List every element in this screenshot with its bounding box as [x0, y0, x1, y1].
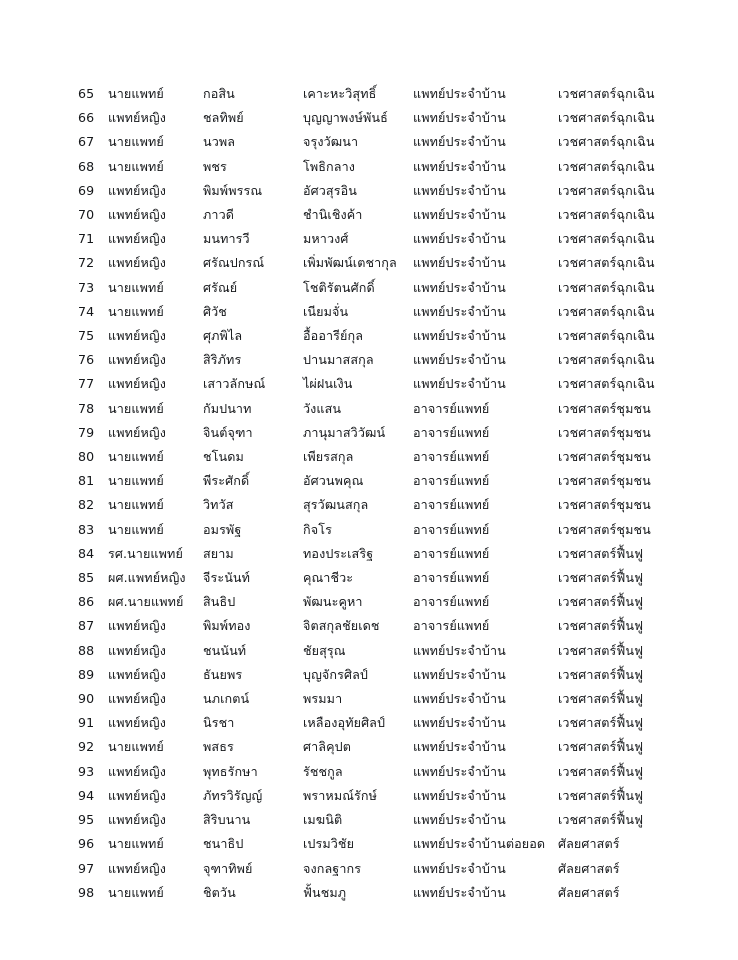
- row-last-name: พราหมณ์รักษ์: [303, 787, 378, 803]
- row-first-name: ศรัณย์: [203, 279, 238, 295]
- row-number: 98: [78, 884, 95, 900]
- row-first-name: ชลทิพย์: [203, 110, 244, 126]
- row-field: เวชศาสตร์ฉุกเฉิน: [558, 352, 655, 368]
- row-last-name: ฟั้นชมภู: [303, 884, 347, 900]
- table-row: [78, 106, 668, 130]
- row-field: เวชศาสตร์ฟื้นฟู: [558, 715, 644, 731]
- row-number: 95: [78, 812, 95, 828]
- row-position: แพทย์ประจำบ้าน: [413, 303, 506, 319]
- table-row: [78, 663, 668, 687]
- row-number: 76: [78, 352, 95, 368]
- row-title: นายแพทย์: [108, 521, 164, 537]
- row-first-name: สิริภัทร: [203, 352, 242, 368]
- row-last-name: พัฒนะคูหา: [303, 594, 363, 610]
- row-number: 67: [78, 134, 95, 150]
- row-field: เวชศาสตร์ชุมชน: [558, 424, 651, 440]
- row-first-name: ศิวัช: [203, 303, 227, 319]
- row-title: นายแพทย์: [108, 473, 164, 489]
- row-number: 90: [78, 691, 95, 707]
- table-row: [78, 203, 668, 227]
- row-title: แพทย์หญิง: [108, 860, 166, 876]
- table-row: [78, 493, 668, 517]
- table-row: [78, 397, 668, 421]
- row-field: เวชศาสตร์ฉุกเฉิน: [558, 328, 655, 344]
- row-first-name: พสธร: [203, 739, 234, 755]
- row-field: เวชศาสตร์ชุมชน: [558, 497, 651, 513]
- table-row: [78, 639, 668, 663]
- row-position: แพทย์ประจำบ้าน: [413, 860, 506, 876]
- row-title: แพทย์หญิง: [108, 352, 166, 368]
- row-field: เวชศาสตร์ฉุกเฉิน: [558, 86, 655, 101]
- row-position: แพทย์ประจำบ้าน: [413, 787, 506, 803]
- table-row: [78, 276, 668, 300]
- row-field: เวชศาสตร์ฟื้นฟู: [558, 642, 644, 658]
- row-last-name: เพียรสกุล: [303, 449, 354, 465]
- row-position: แพทย์ประจำบ้าน: [413, 691, 506, 707]
- row-field: เวชศาสตร์ฟื้นฟู: [558, 666, 644, 682]
- row-last-name: จรุงวัฒนา: [303, 134, 359, 150]
- row-field: เวชศาสตร์ฉุกเฉิน: [558, 207, 655, 223]
- row-position: อาจารย์แพทย์: [413, 497, 490, 513]
- row-first-name: ศุภพิไล: [203, 328, 243, 344]
- row-title: แพทย์หญิง: [108, 328, 166, 344]
- row-title: แพทย์หญิง: [108, 424, 166, 440]
- table-row: [78, 542, 668, 566]
- row-field: ศัลยศาสตร์: [558, 860, 620, 876]
- row-number: 81: [78, 473, 95, 489]
- row-number: 79: [78, 424, 95, 440]
- row-number: 85: [78, 570, 95, 586]
- row-title: แพทย์หญิง: [108, 787, 166, 803]
- row-title: นายแพทย์: [108, 884, 164, 900]
- row-field: เวชศาสตร์ฟื้นฟู: [558, 545, 644, 561]
- row-last-name: ทองประเสริฐ: [303, 545, 374, 561]
- row-title: นายแพทย์: [108, 739, 164, 755]
- table-row: [78, 348, 668, 372]
- row-position: แพทย์ประจำบ้าน: [413, 739, 506, 755]
- row-field: ศัลยศาสตร์: [558, 836, 620, 852]
- row-position: แพทย์ประจำบ้าน: [413, 642, 506, 658]
- row-number: 88: [78, 642, 95, 658]
- row-first-name: พีระศักดิ์: [203, 473, 250, 489]
- row-first-name: พิมพ์พรรณ: [203, 182, 263, 198]
- row-last-name: อัศวนพคุณ: [303, 473, 364, 489]
- row-field: เวชศาสตร์ฟื้นฟู: [558, 739, 644, 755]
- row-position: แพทย์ประจำบ้าน: [413, 158, 506, 174]
- row-field: เวชศาสตร์ฉุกเฉิน: [558, 303, 655, 319]
- row-number: 70: [78, 207, 95, 223]
- row-number: 69: [78, 182, 95, 198]
- row-title: นายแพทย์: [108, 400, 164, 416]
- row-title: แพทย์หญิง: [108, 666, 166, 682]
- row-number: 83: [78, 521, 95, 537]
- row-title: ผศ.นายแพทย์: [108, 594, 184, 610]
- row-first-name: นิรชา: [203, 715, 235, 731]
- row-first-name: ธันยพร: [203, 666, 243, 682]
- row-title: แพทย์หญิง: [108, 231, 166, 247]
- row-title: นายแพทย์: [108, 158, 164, 174]
- row-position: แพทย์ประจำบ้านต่อยอด: [413, 836, 546, 852]
- table-row: [78, 566, 668, 590]
- row-field: เวชศาสตร์ฟื้นฟู: [558, 812, 644, 828]
- roster-table: [78, 82, 668, 905]
- row-first-name: สินธิป: [203, 594, 236, 610]
- row-title: แพทย์หญิง: [108, 110, 166, 126]
- row-field: เวชศาสตร์ชุมชน: [558, 400, 651, 416]
- row-last-name: ศาลิคุปต: [303, 739, 351, 755]
- row-last-name: จงกลฐากร: [303, 860, 362, 876]
- row-title: แพทย์หญิง: [108, 207, 166, 223]
- table-row: [78, 372, 668, 396]
- table-row: [78, 82, 668, 106]
- row-position: อาจารย์แพทย์: [413, 424, 490, 440]
- table-row: [78, 227, 668, 251]
- row-title: นายแพทย์: [108, 449, 164, 465]
- row-number: 82: [78, 497, 95, 513]
- row-field: เวชศาสตร์ฉุกเฉิน: [558, 231, 655, 247]
- row-last-name: บุญญาพงษ์พันธ์: [303, 110, 388, 126]
- row-field: เวชศาสตร์ฟื้นฟู: [558, 763, 644, 779]
- row-last-name: วังแสน: [303, 400, 342, 416]
- row-field: เวชศาสตร์ฉุกเฉิน: [558, 279, 655, 295]
- roster-table-body: [78, 82, 668, 905]
- row-last-name: มหาวงศ์: [303, 231, 349, 247]
- row-last-name: อื้ออารีย์กุล: [303, 328, 364, 344]
- row-number: 92: [78, 739, 95, 755]
- row-position: แพทย์ประจำบ้าน: [413, 134, 506, 150]
- row-field: เวชศาสตร์ชุมชน: [558, 521, 651, 537]
- row-title: รศ.นายแพทย์: [108, 545, 183, 561]
- row-field: เวชศาสตร์ฟื้นฟู: [558, 691, 644, 707]
- row-position: อาจารย์แพทย์: [413, 545, 490, 561]
- row-last-name: เคาะหะวิสุทธิ์: [303, 86, 377, 101]
- row-position: แพทย์ประจำบ้าน: [413, 376, 506, 392]
- table-row: [78, 832, 668, 856]
- table-row: [78, 324, 668, 348]
- table-row: [78, 687, 668, 711]
- row-first-name: ชนาธิป: [203, 836, 244, 852]
- row-number: 68: [78, 158, 95, 174]
- row-field: เวชศาสตร์ฟื้นฟู: [558, 570, 644, 586]
- row-position: แพทย์ประจำบ้าน: [413, 884, 506, 900]
- row-number: 66: [78, 110, 95, 126]
- row-title: แพทย์หญิง: [108, 691, 166, 707]
- row-title: นายแพทย์: [108, 279, 164, 295]
- row-field: เวชศาสตร์ฟื้นฟู: [558, 618, 644, 634]
- row-position: แพทย์ประจำบ้าน: [413, 763, 506, 779]
- table-row: [78, 735, 668, 759]
- row-last-name: ไผ่ฝนเงิน: [303, 376, 353, 392]
- row-field: ศัลยศาสตร์: [558, 884, 620, 900]
- row-position: อาจารย์แพทย์: [413, 400, 490, 416]
- row-number: 74: [78, 303, 95, 319]
- table-row: [78, 300, 668, 324]
- row-position: แพทย์ประจำบ้าน: [413, 110, 506, 126]
- row-position: แพทย์ประจำบ้าน: [413, 207, 506, 223]
- row-title: แพทย์หญิง: [108, 376, 166, 392]
- row-first-name: พุทธรักษา: [203, 763, 258, 779]
- row-last-name: เหลืองอุทัยศิลป์: [303, 715, 386, 731]
- row-last-name: โพธิกลาง: [303, 158, 356, 174]
- table-row: [78, 155, 668, 179]
- table-row: [78, 421, 668, 445]
- row-position: แพทย์ประจำบ้าน: [413, 279, 506, 295]
- row-field: เวชศาสตร์ฉุกเฉิน: [558, 110, 655, 126]
- row-first-name: ศรัณปกรณ์: [203, 255, 265, 271]
- row-field: เวชศาสตร์ฉุกเฉิน: [558, 255, 655, 271]
- row-position: อาจารย์แพทย์: [413, 594, 490, 610]
- row-position: อาจารย์แพทย์: [413, 618, 490, 634]
- row-position: แพทย์ประจำบ้าน: [413, 666, 506, 682]
- row-title: นายแพทย์: [108, 134, 164, 150]
- row-number: 97: [78, 860, 95, 876]
- row-title: นายแพทย์: [108, 497, 164, 513]
- row-first-name: พชร: [203, 158, 227, 174]
- row-first-name: นวพล: [203, 134, 236, 150]
- row-last-name: เมฆนิติ: [303, 812, 343, 828]
- row-title: นายแพทย์: [108, 836, 164, 852]
- row-first-name: ชิตวัน: [203, 884, 236, 900]
- table-row: [78, 711, 668, 735]
- row-number: 73: [78, 279, 95, 295]
- table-row: [78, 784, 668, 808]
- row-title: นายแพทย์: [108, 86, 164, 101]
- row-first-name: ภัทรวิรัญญ์: [203, 787, 263, 803]
- row-number: 94: [78, 787, 95, 803]
- row-number: 96: [78, 836, 95, 852]
- row-number: 89: [78, 666, 95, 682]
- row-last-name: ชัยสุรุณ: [303, 642, 346, 658]
- row-last-name: อัศวสุรอิน: [303, 182, 357, 198]
- row-number: 93: [78, 763, 95, 779]
- row-first-name: วิทวัส: [203, 497, 234, 513]
- row-position: อาจารย์แพทย์: [413, 521, 490, 537]
- row-number: 91: [78, 715, 95, 731]
- row-last-name: ภานุมาสวิวัฒน์: [303, 424, 386, 440]
- row-number: 77: [78, 376, 95, 392]
- row-title: ผศ.แพทย์หญิง: [108, 570, 186, 586]
- row-first-name: ชโนดม: [203, 449, 244, 465]
- row-first-name: เสาวลักษณ์: [203, 376, 266, 392]
- row-number: 75: [78, 328, 95, 344]
- row-position: อาจารย์แพทย์: [413, 570, 490, 586]
- table-row: [78, 518, 668, 542]
- row-title: แพทย์หญิง: [108, 763, 166, 779]
- row-position: แพทย์ประจำบ้าน: [413, 255, 506, 271]
- row-number: 65: [78, 86, 95, 101]
- table-row: [78, 590, 668, 614]
- row-first-name: กอสิน: [203, 86, 235, 101]
- row-first-name: กัมปนาท: [203, 400, 252, 416]
- row-field: เวชศาสตร์ฟื้นฟู: [558, 787, 644, 803]
- row-last-name: จิตสกุลชัยเดช: [303, 618, 380, 634]
- table-row: [78, 881, 668, 905]
- row-last-name: เพิ่มพัฒน์เตชากุล: [303, 255, 397, 271]
- row-first-name: จีระนันท์: [203, 570, 251, 586]
- row-field: เวชศาสตร์ฉุกเฉิน: [558, 134, 655, 150]
- row-first-name: มนทารวี: [203, 231, 250, 247]
- row-title: แพทย์หญิง: [108, 642, 166, 658]
- row-title: แพทย์หญิง: [108, 715, 166, 731]
- table-row: [78, 808, 668, 832]
- row-position: แพทย์ประจำบ้าน: [413, 182, 506, 198]
- row-first-name: ภาวดี: [203, 207, 235, 223]
- row-number: 80: [78, 449, 95, 465]
- row-number: 86: [78, 594, 95, 610]
- row-field: เวชศาสตร์ชุมชน: [558, 449, 651, 465]
- table-row: [78, 251, 668, 275]
- row-first-name: สยาม: [203, 545, 234, 561]
- table-row: [78, 130, 668, 154]
- row-position: อาจารย์แพทย์: [413, 473, 490, 489]
- table-row: [78, 857, 668, 881]
- row-position: แพทย์ประจำบ้าน: [413, 715, 506, 731]
- row-position: แพทย์ประจำบ้าน: [413, 352, 506, 368]
- row-number: 78: [78, 400, 95, 416]
- row-last-name: เนียมจั่น: [303, 303, 349, 319]
- table-row: [78, 760, 668, 784]
- row-title: แพทย์หญิง: [108, 812, 166, 828]
- row-last-name: รัชชกูล: [303, 763, 343, 779]
- row-first-name: อมรพัฐ: [203, 521, 242, 537]
- table-row: [78, 614, 668, 638]
- row-position: แพทย์ประจำบ้าน: [413, 86, 506, 101]
- row-last-name: เปรมวิชัย: [303, 836, 355, 852]
- row-last-name: กิจโร: [303, 521, 332, 537]
- row-position: แพทย์ประจำบ้าน: [413, 328, 506, 344]
- table-row: [78, 179, 668, 203]
- row-title: นายแพทย์: [108, 303, 164, 319]
- row-title: แพทย์หญิง: [108, 255, 166, 271]
- row-last-name: สุรวัฒนสกุล: [303, 497, 369, 513]
- row-position: แพทย์ประจำบ้าน: [413, 231, 506, 247]
- table-row: [78, 469, 668, 493]
- row-number: 71: [78, 231, 95, 247]
- row-first-name: ชนนันท์: [203, 642, 247, 658]
- row-first-name: พิมพ์ทอง: [203, 618, 251, 634]
- row-number: 84: [78, 545, 95, 561]
- row-title: แพทย์หญิง: [108, 618, 166, 634]
- row-title: แพทย์หญิง: [108, 182, 166, 198]
- row-last-name: โชติรัตนศักดิ์: [303, 279, 375, 295]
- row-number: 72: [78, 255, 95, 271]
- row-first-name: จุฑาทิพย์: [203, 860, 253, 876]
- row-last-name: บุญจักรศิลป์: [303, 666, 368, 682]
- table-row: [78, 445, 668, 469]
- row-last-name: ชำนิเชิงค้า: [303, 207, 363, 223]
- row-position: แพทย์ประจำบ้าน: [413, 812, 506, 828]
- row-field: เวชศาสตร์ฉุกเฉิน: [558, 158, 655, 174]
- row-field: เวชศาสตร์ฉุกเฉิน: [558, 376, 655, 392]
- row-first-name: นภเกตน์: [203, 691, 250, 707]
- row-last-name: พรมมา: [303, 691, 343, 707]
- row-field: เวชศาสตร์ฉุกเฉิน: [558, 182, 655, 198]
- row-field: เวชศาสตร์ชุมชน: [558, 473, 651, 489]
- row-first-name: จินต์จุฑา: [203, 424, 253, 440]
- row-last-name: คุณาชีวะ: [303, 570, 354, 586]
- row-first-name: สิริบนาน: [203, 812, 251, 828]
- row-number: 87: [78, 618, 95, 634]
- row-field: เวชศาสตร์ฟื้นฟู: [558, 594, 644, 610]
- row-last-name: ปานมาสสกุล: [303, 352, 374, 368]
- row-position: อาจารย์แพทย์: [413, 449, 490, 465]
